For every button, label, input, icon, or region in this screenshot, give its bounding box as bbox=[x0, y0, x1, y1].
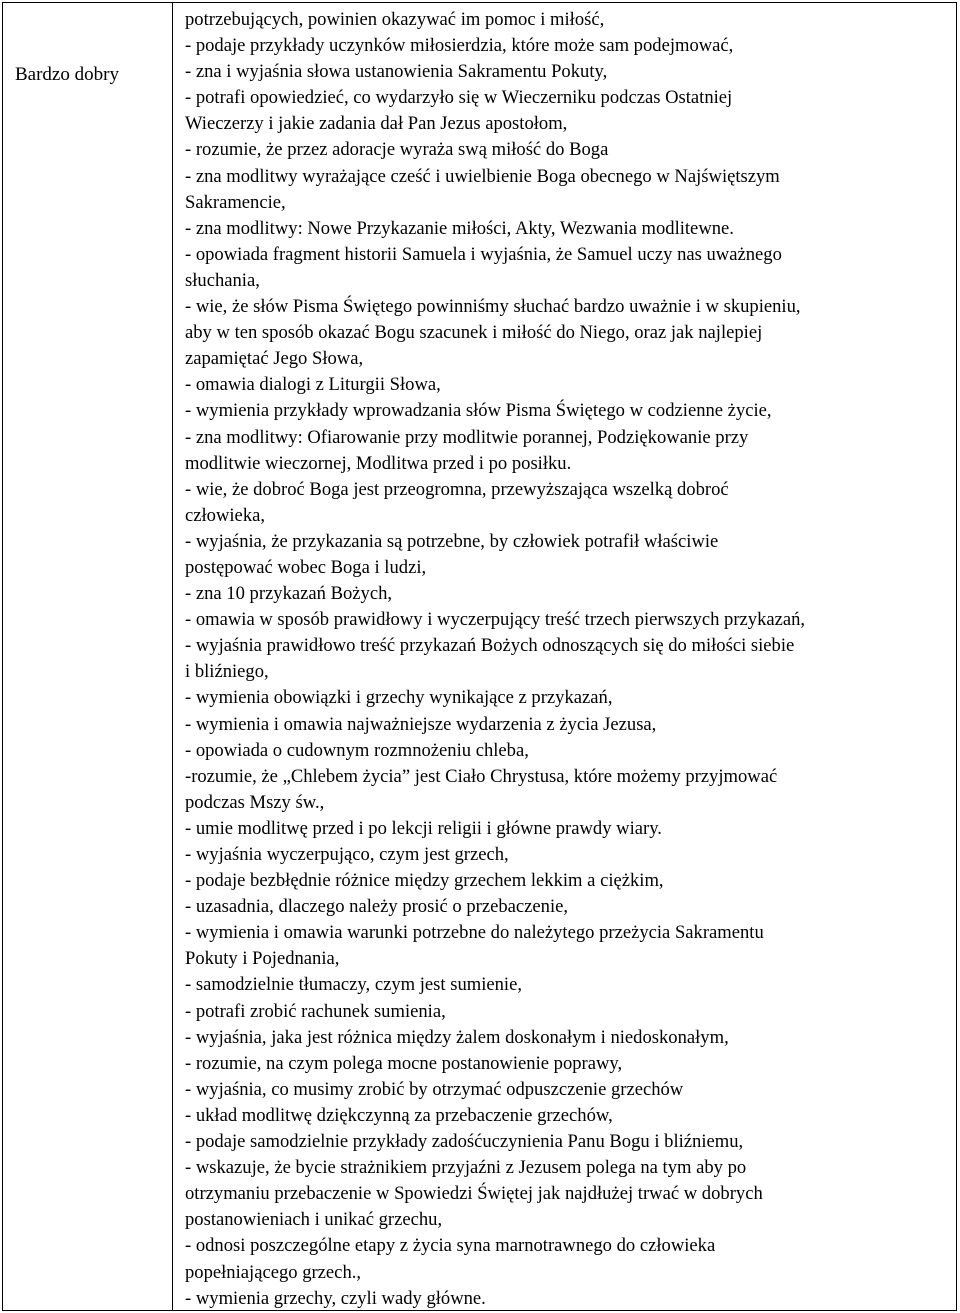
requirement-line: - potrafi opowiedzieć, co wydarzyło się w Wieczerniku podczas Ostatniej bbox=[185, 87, 733, 109]
requirement-line: - omawia dialogi z Liturgii Słowa, bbox=[185, 374, 441, 396]
requirement-line: - wyjaśnia prawidłowo treść przykazań Bożych odnoszących się do miłości siebie bbox=[185, 635, 795, 657]
requirement-line: - wymienia obowiązki i grzechy wynikające z przykazań, bbox=[185, 687, 613, 709]
requirement-line: - opowiada fragment historii Samuela i wyjaśnia, że Samuel uczy nas uważnego bbox=[185, 243, 782, 265]
requirement-line: - zna 10 przykazań Bożych, bbox=[185, 583, 393, 605]
requirement-line: Sakramencie, bbox=[185, 191, 286, 213]
requirement-line: - zna i wyjaśnia słowa ustanowienia Sakramentu Pokuty, bbox=[185, 61, 608, 83]
requirement-line: -rozumie, że „Chlebem życia” jest Ciało Chrystusa, które możemy przyjmować bbox=[185, 765, 778, 787]
requirement-line: - umie modlitwę przed i po lekcji religii i główne prawdy wiary. bbox=[185, 817, 662, 839]
requirement-line: postępować wobec Boga i ludzi, bbox=[185, 556, 427, 578]
grade-cell bbox=[3, 3, 173, 1310]
requirement-line: - zna modlitwy: Nowe Przykazanie miłości, Akty, Wezwania modlitewne. bbox=[185, 217, 734, 239]
grade-label: Bardzo dobry bbox=[15, 64, 119, 85]
requirement-line: - omawia w sposób prawidłowy i wyczerpujący treść trzech pierwszych przykazań, bbox=[185, 609, 806, 631]
requirement-line: - układ modlitwę dziękczynną za przebaczenie grzechów, bbox=[185, 1104, 613, 1126]
requirement-line: człowieka, bbox=[185, 504, 266, 526]
requirement-line: - samodzielnie tłumaczy, czym jest sumienie, bbox=[185, 974, 522, 996]
requirement-line: - wymienia przykłady wprowadzania słów Pisma Świętego w codzienne życie, bbox=[185, 400, 772, 422]
requirement-line: - zna modlitwy wyrażające cześć i uwielbienie Boga obecnego w Najświętszym bbox=[185, 165, 780, 187]
requirement-line: otrzymaniu przebaczenie w Spowiedzi Świętej jak najdłużej trwać w dobrych bbox=[185, 1183, 763, 1205]
requirement-line: - opowiada o cudownym rozmnożeniu chleba, bbox=[185, 739, 529, 761]
requirement-line: - wyjaśnia, co musimy zrobić by otrzymać odpuszczenie grzechów bbox=[185, 1078, 684, 1100]
requirement-line: potrzebujących, powinien okazywać im pomoc i miłość, bbox=[185, 9, 605, 30]
requirement-line: - odnosi poszczególne etapy z życia syna marnotrawnego do człowieka bbox=[185, 1235, 716, 1257]
requirement-line: - wymienia i omawia najważniejsze wydarzenia z życia Jezusa, bbox=[185, 713, 657, 735]
requirement-line: podczas Mszy św., bbox=[185, 791, 325, 813]
requirement-line: - wyjaśnia, że przykazania są potrzebne, by człowiek potrafił właściwie bbox=[185, 530, 719, 552]
requirement-line: - wyjaśnia wyczerpująco, czym jest grzech, bbox=[185, 844, 509, 865]
requirement-line: - zna modlitwy: Ofiarowanie przy modlitwie porannej, Podziękowanie przy bbox=[185, 426, 749, 448]
requirement-line: zapamiętać Jego Słowa, bbox=[185, 348, 364, 370]
requirement-line: - wskazuje, że bycie strażnikiem przyjaźni z Jezusem polega na tym aby po bbox=[185, 1157, 747, 1179]
requirements-table bbox=[2, 2, 957, 1311]
requirement-line: Pokuty i Pojednania, bbox=[185, 948, 340, 970]
requirement-line: - wyjaśnia, jaka jest różnica między żalem doskonałym i niedoskonałym, bbox=[185, 1026, 729, 1048]
requirement-line: - potrafi zrobić rachunek sumienia, bbox=[185, 1000, 446, 1022]
requirement-line: aby w ten sposób okazać Bogu szacunek i miłość do Niego, oraz jak najlepiej bbox=[185, 322, 763, 344]
requirement-line: popełniającego grzech., bbox=[185, 1261, 362, 1283]
requirement-line: - podaje bezbłędnie różnice między grzechem lekkim a ciężkim, bbox=[185, 870, 664, 892]
requirement-line: - rozumie, że przez adoracje wyraża swą miłość do Boga bbox=[185, 139, 609, 161]
requirement-line: - podaje przykłady uczynków miłosierdzia, które może sam podejmować, bbox=[185, 35, 734, 57]
requirement-line: - wie, że dobroć Boga jest przeogromna, przewyższająca wszelką dobroć bbox=[185, 478, 729, 500]
requirement-line: modlitwie wieczornej, Modlitwa przed i po posiłku. bbox=[185, 452, 572, 474]
requirement-line: - uzasadnia, dlaczego należy prosić o przebaczenie, bbox=[185, 896, 569, 918]
requirement-line: - wymienia i omawia warunki potrzebne do należytego przeżycia Sakramentu bbox=[185, 922, 764, 944]
requirement-line: - rozumie, na czym polega mocne postanowienie poprawy, bbox=[185, 1052, 623, 1074]
requirement-line: - wie, że słów Pisma Świętego powinniśmy słuchać bardzo uważnie i w skupieniu, bbox=[185, 296, 801, 318]
requirements-cell bbox=[173, 3, 956, 1310]
requirement-line: i bliźniego, bbox=[185, 661, 269, 683]
requirement-line: - podaje samodzielnie przykłady zadośćuczynienia Panu Bogu i bliźniemu, bbox=[185, 1131, 744, 1153]
requirement-line: postanowieniach i unikać grzechu, bbox=[185, 1209, 443, 1231]
requirement-line: - wymienia grzechy, czyli wady główne. bbox=[185, 1287, 486, 1309]
requirement-line: słuchania, bbox=[185, 269, 260, 291]
requirement-line: Wieczerzy i jakie zadania dał Pan Jezus apostołom, bbox=[185, 113, 568, 135]
